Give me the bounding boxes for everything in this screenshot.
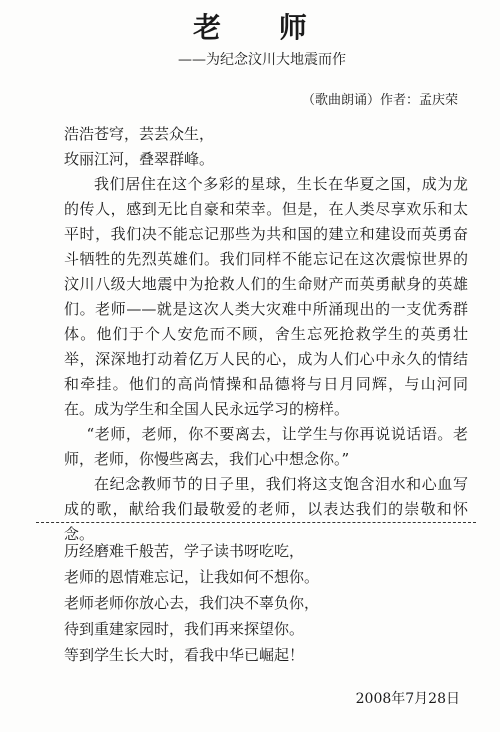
- paragraph: 玫丽江河，叠翠群峰。: [64, 150, 215, 168]
- document-title: 老 师: [193, 11, 331, 44]
- poem-line: 老师的恩情难忘记，让我如何不想你。: [64, 568, 320, 586]
- paragraph: 我们居住在这个多彩的星球，生长在华夏之国，成为龙的传人，感到无比自豪和荣幸。但是，在人类尽享欢乐和太平时，我们决不能忘记那些为共和国的建立和建设而英勇奋斗牺牲的先烈英雄们。我们同样不能忘记在这次震惊世界的汶川八级大地震中为抢救人们的生命财产而英勇献身的英雄们。老师——就是这次人类大灾难中所涌现出的一支优秀群体。他们于个人安危而不顾，舍生忘死抢救学生的英勇壮举，深深地打动着亿万人民的心，成为人们心中永久的情结和牵挂。他们的高尚情操和品德将与日月同辉，与山河同在。成为学生和全国人民永远学习的榜样。: [64, 175, 468, 418]
- poem-line: 待到重建家园时，我们再来探望你。: [64, 620, 305, 638]
- poem-line: 等到学生长大时，看我中华已崛起！: [64, 646, 305, 664]
- paragraph: “老师，老师，你不要离去，让学生与你再说说话语。老师，老师，你慢些离去，我们心中想念你。”: [64, 425, 468, 468]
- poem-verse: [64, 538, 468, 668]
- poem-line: 历经磨难千般苦，学子读书呀吃吃，: [64, 542, 305, 560]
- section-divider: [36, 522, 476, 523]
- document-date: 2008年7月28日: [355, 691, 460, 707]
- paragraph: 在纪念教师节的日子里，我们将这支饱含泪水和心血写成的歌，献给我们最敬爱的老师，以表达我们的崇敬和怀念。: [64, 475, 468, 543]
- paragraph: 浩浩苍穹，芸芸众生，: [64, 125, 215, 143]
- poem-line: 老师老师你放心去，我们决不辜负你，: [64, 594, 320, 612]
- document-subtitle: ——为纪念汶川大地震而作: [178, 52, 346, 68]
- prose-body: [64, 122, 468, 547]
- author-byline: （歌曲朗诵）作者：孟庆荣: [301, 93, 458, 108]
